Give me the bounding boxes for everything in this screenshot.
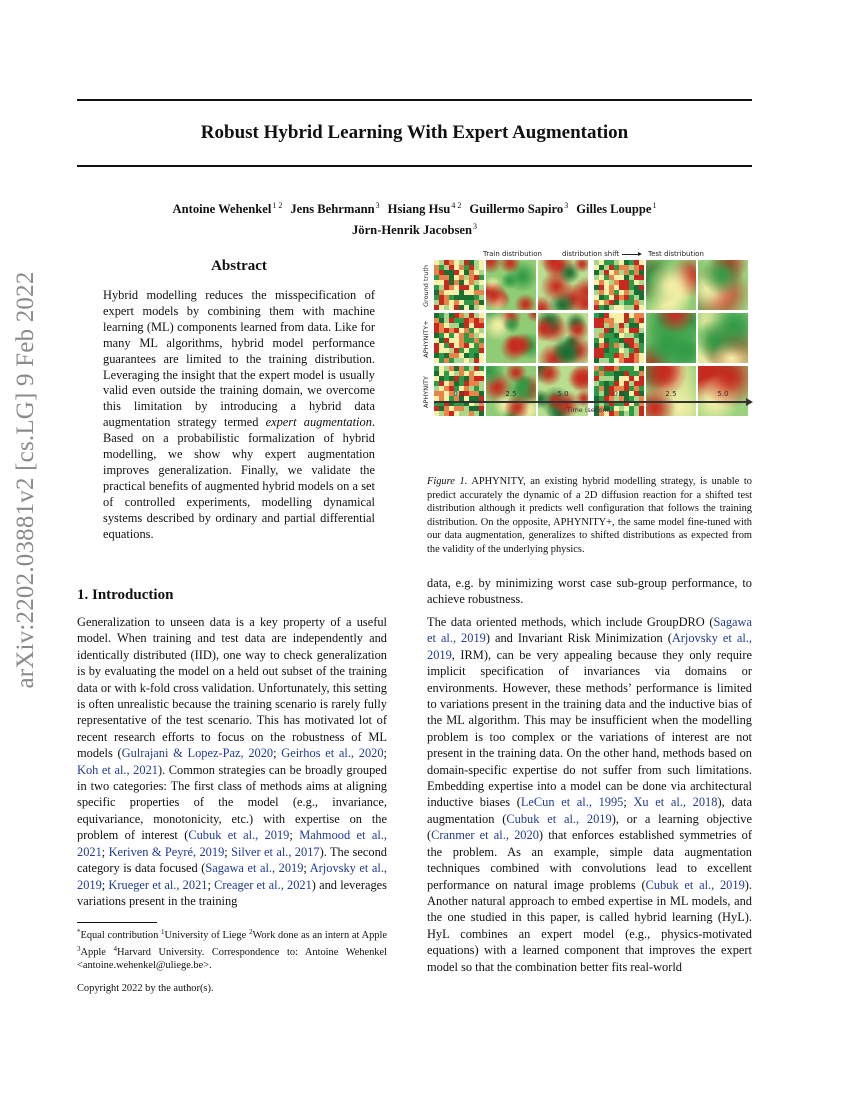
figure-caption: [427, 475, 752, 557]
citation-link[interactable]: Gulrajani & Lopez-Paz, 2020: [121, 746, 274, 761]
author-list: [77, 197, 752, 239]
intro-left-column: Generalization to unseen data is a key property of a useful model. When training and test data are independently and identically distributed (IID), one way to check generalization is by evaluating the model on a held out subset of the training data or with k-fold cross validation. Unfortunately, this setting is often unrealistic because the training scenario is rarely fully representative of the test scenario. This has motivated lot of recent research efforts to focus on the robustness of ML models (Gulrajani & Lopez-Paz, 2020; Geirhos et al., 2020; Koh et al., 2021). Common strategies can be broadly grouped in two categories: The first class of methods aims at aligning specific properties of the model (e.g., invariance, equivariance, monotonicity, etc.) with expertise on the problem of interest (Cubuk et al., 2019; Mahmood et al., 2021; Keriven & Peyré, 2019; Silver et al., 2017). The second category is data focused (Sagawa et al., 2019; Arjovsky et al., 2019; Krueger et al., 2021; Creager et al., 2021) and leverages variations present in the training: [77, 615, 388, 908]
author-name: Gilles Louppe$^1$: [576, 201, 657, 216]
paper-title: Robust Hybrid Learning With Expert Augmentation: [200, 122, 629, 143]
row-label-ground-truth: [420, 260, 432, 312]
footnote-marker: *: [77, 928, 81, 936]
time-tick-label: 0.0: [613, 390, 625, 398]
time-tick-label: 0.0: [453, 390, 465, 398]
author-name: Jörn-Henrik Jacobsen$^3$: [352, 222, 477, 237]
heatmap-tile: [434, 313, 484, 363]
author-name: Jens Behrmann$^3$: [290, 201, 380, 216]
abstract-text: . Based on a probabilistic formalization of hybrid modelling, we show why expert augmentation improves generalization. Finally, we validate the practical benefits of augmented hybrid models on a set of controlled experiments, modelling dynamical systems described by ordinary and partial differential equations.: [103, 415, 375, 541]
time-tick-label: 2.5: [665, 390, 677, 398]
copyright-notice: Copyright 2022 by the author(s).: [77, 983, 214, 994]
heatmap-tile: [698, 260, 748, 310]
abstract-emphasis: expert augmentation: [265, 415, 372, 430]
citation-link[interactable]: Cranmer et al., 2020: [431, 828, 539, 843]
abstract-heading: Abstract: [211, 258, 267, 274]
author-name: Guillermo Sapiro$^3$: [469, 201, 569, 216]
time-axis-label: Time (second): [566, 406, 614, 414]
affiliation-marker: 3: [375, 201, 380, 210]
citation-link[interactable]: Koh et al., 2021: [77, 762, 158, 777]
heatmap-tile: [594, 260, 644, 310]
footnote-marker: 4: [113, 944, 117, 953]
citation-link[interactable]: Silver et al., 2017: [231, 844, 320, 859]
heatmap-tile: [646, 260, 696, 310]
distribution-shift-label: [562, 250, 640, 258]
affiliation-marker: 1: [652, 201, 657, 210]
heatmap-tile: [594, 313, 644, 363]
distribution-shift-text: distribution shift: [562, 250, 620, 258]
heatmap-tile: [538, 260, 588, 310]
affiliation-marker: 4 2: [451, 201, 462, 210]
title-rule: [77, 165, 752, 167]
citation-link[interactable]: Cubuk et al., 2019: [645, 877, 745, 892]
train-distribution-label: Train distribution: [483, 250, 542, 258]
intro-right-para-2: The data oriented methods, which include GroupDRO (Sagawa et al., 2019) and Invariant Risk Minimization (Arjovsky et al., 2019, IRM), can be very appealing because they only require implicit specification of invariances via domains or environments. However, these methods’ performance is limited to variations present in the training data and the inductive bias of the ML algorithm. This may be insufficient when the modelling problem is too complex or the variations of interest are not present in the training data. On the other hand, methods based on domain-specific expertise do not suffer from such limitations. Embedding expertise into a model can be done via architectural inductive biases (LeCun et al., 1995; Xu et al., 2018), data augmentation (Cubuk et al., 2019), or a learning objective (Cranmer et al., 2020) that enforces established symmetries of the problem. As an example, simple data augmentation techniques combined with convolutions lead to excellent performance on natural image problems (Cubuk et al., 2019). Another natural approach to embed expertise in ML models, and the one studied in this paper, is called hybrid learning (HyL). HyL combines an expert model (e.g., physics-motivated equations) with a learned component that improves the expert model so that the combination better fits real-world: [427, 615, 753, 974]
citation-link[interactable]: Arjovsky et al., 2019: [77, 861, 388, 892]
citation-link[interactable]: Keriven & Peyré, 2019: [108, 844, 225, 859]
figure-1: [420, 248, 760, 418]
time-tick-label: 5.0: [717, 390, 729, 398]
citation-link[interactable]: Creager et al., 2021: [214, 877, 312, 892]
footnote: *Equal contribution $^1$University of Liege $^2$Work done as an intern at Apple $^3$Apple $^4$Harvard University. Correspondence to: Antoine Wehenkel <antoine.wehenkel@uliege.be>.: [77, 928, 387, 971]
citation-link[interactable]: Arjovsky et al., 2019: [427, 631, 753, 662]
arrow-head-icon: [746, 398, 753, 406]
footnote-marker: 2: [248, 928, 253, 936]
section-heading-introduction: 1. Introduction: [77, 587, 174, 603]
row-label-text: Ground truth: [422, 265, 430, 307]
citation-link[interactable]: Sagawa et al., 2019: [205, 861, 304, 876]
row-label-aphynity-plus: [420, 313, 432, 365]
row-label-text: APHYNITY: [422, 376, 430, 408]
footnote-marker: 3: [77, 944, 81, 953]
abstract-body: [103, 288, 375, 543]
arxiv-stamp-text: arXiv:2202.03881v2 [cs.LG] 9 Feb 2022: [12, 271, 39, 689]
heatmap-tile: [698, 313, 748, 363]
author-name: Hsiang Hsu$^{4 2}$: [387, 201, 462, 216]
heatmap-tile: [486, 313, 536, 363]
arxiv-stamp: [6, 271, 46, 689]
heatmap-tile: [646, 313, 696, 363]
citation-link[interactable]: Krueger et al., 2021: [108, 877, 208, 892]
intro-right-para-1: data, e.g. by minimizing worst case sub-group performance, to achieve robustness.: [427, 576, 752, 607]
caption-label: Figure 1.: [427, 476, 468, 487]
affiliation-marker: 3: [564, 201, 569, 210]
citation-link[interactable]: Cubuk et al., 2019: [188, 828, 290, 843]
citation-link[interactable]: Sagawa et al., 2019: [427, 615, 752, 646]
heatmap-tile: [486, 260, 536, 310]
citation-link[interactable]: Cubuk et al., 2019: [506, 811, 612, 826]
citation-link[interactable]: LeCun et al., 1995: [520, 795, 624, 810]
time-tick-label: 2.5: [505, 390, 517, 398]
affiliation-marker: 3: [473, 222, 477, 231]
heatmap-tile: [434, 260, 484, 310]
footnote-rule: [77, 922, 157, 923]
arrow-right-icon: [622, 254, 640, 255]
footnote-marker: 1: [161, 928, 165, 936]
caption-text: APHYNITY, an existing hybrid modelling strategy, is unable to predict accurately the dynamic of a 2D diffusion reaction for a shifted test distribution although it predicts well configuration that follows the training distribution. On the opposite, APHYNITY+, the same model fine-tuned with our data augmentation, generalizes to shifted distributions as expected from the validity of the underlying physics.: [427, 476, 752, 555]
top-rule: [77, 99, 752, 101]
test-distribution-label: Test distribution: [648, 250, 704, 258]
affiliation-marker: 1 2: [272, 201, 283, 210]
author-name: Antoine Wehenkel$^{1 2}$: [172, 201, 283, 216]
time-tick-label: 5.0: [557, 390, 569, 398]
heatmap-tile: [538, 313, 588, 363]
citation-link[interactable]: Mahmood et al., 2021: [77, 828, 387, 859]
citation-link[interactable]: Geirhos et al., 2020: [281, 746, 384, 761]
row-label-text: APHYNITY+: [422, 320, 430, 358]
abstract-text: Hybrid modelling reduces the misspecification of expert models by combining them with machine learning (ML) components learned from data. Like for many ML algorithms, hybrid model performance guarantees are limited to the training distribution. Leveraging the insight that the expert model is usually valid even outside the training domain, we overcome this limitation by introducing a hybrid data augmentation strategy termed: [103, 288, 375, 430]
time-axis: [434, 401, 750, 403]
citation-link[interactable]: Xu et al., 2018: [633, 795, 718, 810]
